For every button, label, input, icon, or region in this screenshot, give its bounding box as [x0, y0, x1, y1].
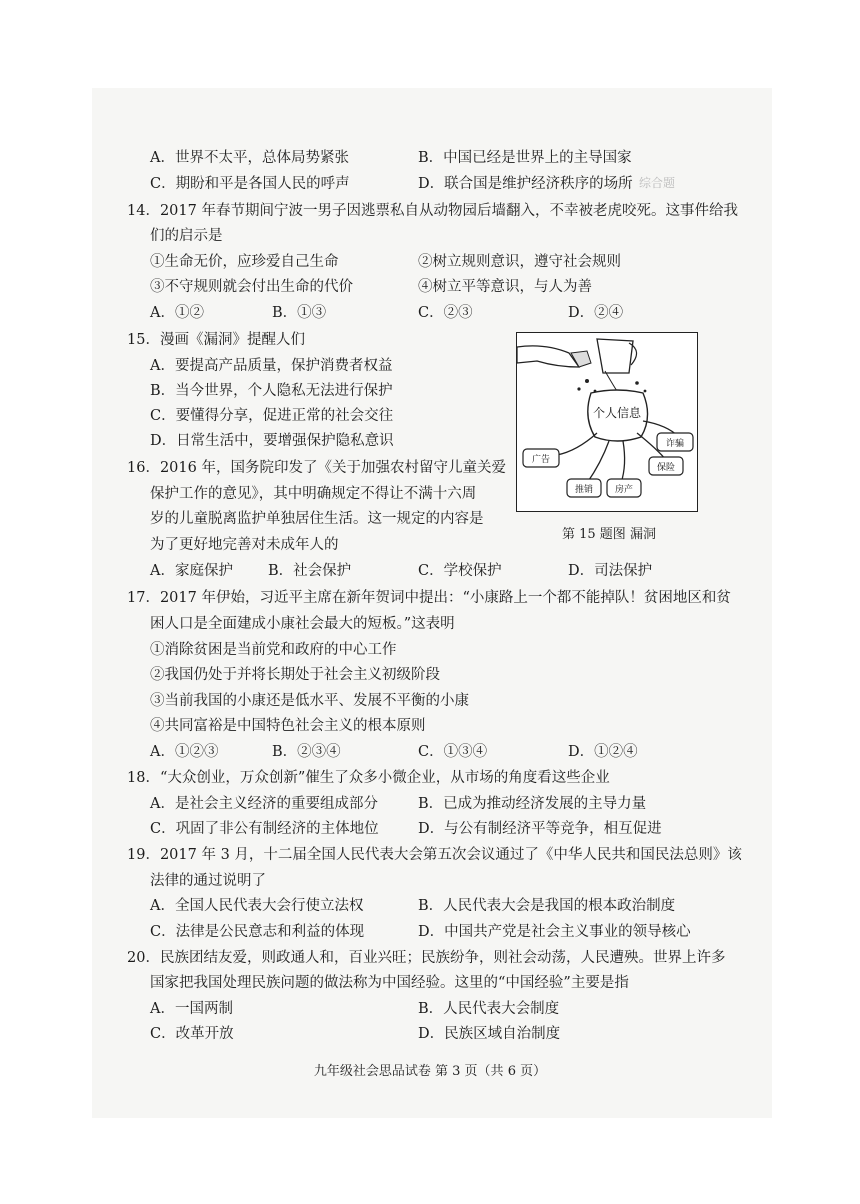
- q14-statement-2: ②树立规则意识，遵守社会规则: [418, 254, 621, 270]
- q19-option-d: D．中国共产党是社会主义事业的领导核心: [418, 924, 691, 940]
- q18-option-a: A．是社会主义经济的重要组成部分: [150, 796, 378, 812]
- q17-option-c: C．①③④: [418, 744, 488, 760]
- page-footer: 九年级社会思品试卷 第 3 页（共 6 页）: [313, 1064, 547, 1079]
- q16-stem-line2: 保护工作的意见》，其中明确规定不得让不满十六周: [150, 486, 477, 502]
- cartoon-drawing: [517, 333, 697, 511]
- q15-option-c: C．要懂得分享，促进正常的社会交往: [150, 408, 394, 424]
- q20-stem-line1: 20．民族团结友爱，则政通人和，百业兴旺；民族纷争，则社会动荡，人民遭殃。世界上许多: [127, 950, 726, 966]
- q20-stem-line2: 国家把我国处理民族问题的做法称为中国经验。这里的“中国经验”主要是指: [150, 975, 629, 991]
- q18-stem: 18．“大众创业，万众创新”催生了众多小微企业，从市场的角度看这些企业: [127, 770, 610, 786]
- q15-option-a: A．要提高产品质量，保护消费者权益: [150, 358, 393, 374]
- q15-option-d: D．日常生活中，要增强保护隐私意识: [150, 433, 394, 449]
- q20-option-c: C．改革开放: [150, 1026, 234, 1042]
- q19-stem-line1: 19．2017 年 3 月，十二届全国人民代表大会第五次会议通过了《中华人民共和国民法总则》该: [127, 847, 742, 863]
- q14-stem-line2: 们的启示是: [150, 228, 223, 244]
- q19-stem-line2: 法律的通过说明了: [150, 873, 266, 889]
- q17-option-d: D．①②④: [568, 744, 638, 760]
- q15-cartoon-caption: 第 15 题图 漏洞: [562, 527, 656, 542]
- q13-option-c: C．期盼和平是各国人民的呼声: [150, 176, 350, 192]
- q14-option-a: A．①②: [150, 305, 204, 321]
- q15-cartoon: [516, 332, 698, 512]
- q16-option-d: D．司法保护: [568, 563, 653, 579]
- q14-statement-1: ①生命无价，应珍爱自己生命: [150, 254, 339, 270]
- q14-option-d: D．②④: [568, 305, 624, 321]
- q17-option-a: A．①②③: [150, 744, 219, 760]
- q14-statement-4: ④树立平等意识，与人为善: [418, 279, 592, 295]
- q13-option-a: A．世界不太平，总体局势紧张: [150, 150, 349, 166]
- cartoon-label-b: 保险: [656, 463, 676, 473]
- q19-option-a: A．全国人民代表大会行使立法权: [150, 898, 364, 914]
- q17-stem-line1: 17．2017 年伊始，习近平主席在新年贺词中提出：“小康路上一个都不能掉队！贫困地区和贫: [127, 590, 731, 606]
- q20-option-d: D．民族区域自治制度: [418, 1026, 561, 1042]
- q15-stem: 15．漫画《漏洞》提醒人们: [127, 332, 305, 348]
- q17-statement-1: ①消除贫困是当前党和政府的中心工作: [150, 642, 397, 658]
- bleed-through: 二、综合题: [615, 176, 676, 190]
- q18-option-d: D．与公有制经济平等竞争，相互促进: [418, 821, 662, 837]
- cartoon-bag-label: 个人信息: [592, 406, 642, 420]
- q17-stem-line2: 困人口是全面建成小康社会最大的短板。”这表明: [150, 616, 455, 632]
- q18-option-c: C．巩固了非公有制经济的主体地位: [150, 821, 379, 837]
- q16-stem-line1: 16．2016 年，国务院印发了《关于加强农村留守儿童关爱: [127, 460, 506, 476]
- q17-option-b: B．②③④: [272, 744, 341, 760]
- q17-statement-2: ②我国仍处于并将长期处于社会主义初级阶段: [150, 667, 440, 683]
- q15-option-b: B．当今世界，个人隐私无法进行保护: [150, 383, 393, 399]
- cartoon-label-a: 广告: [531, 455, 551, 465]
- q20-option-a: A．一国两制: [150, 1001, 233, 1017]
- q16-option-c: C．学校保护: [418, 563, 502, 579]
- q14-stem-line1: 14．2017 年春节期间宁波一男子因逃票私自从动物园后墙翻入，不幸被老虎咬死。这事件给我: [127, 203, 738, 219]
- q13-option-b: B．中国已经是世界上的主导国家: [418, 150, 632, 166]
- q16-stem-line4: 为了更好地完善对未成年人的: [150, 537, 339, 553]
- q14-statement-3: ③不守规则就会付出生命的代价: [150, 279, 353, 295]
- q16-stem-line3: 岁的儿童脱离监护单独居住生活。这一规定的内容是: [150, 511, 484, 527]
- q14-option-c: C．②③: [418, 305, 473, 321]
- cartoon-label-e: 房产: [614, 485, 634, 495]
- q17-statement-4: ④共同富裕是中国特色社会主义的根本原则: [150, 718, 426, 734]
- q19-option-c: C．法律是公民意志和利益的体现: [150, 924, 365, 940]
- q17-statement-3: ③当前我国的小康还是低水平、发展不平衡的小康: [150, 693, 469, 709]
- q20-option-b: B．人民代表大会制度: [418, 1001, 560, 1017]
- q18-option-b: B．已成为推动经济发展的主导力量: [418, 796, 647, 812]
- q14-option-b: B．①③: [272, 305, 327, 321]
- q19-option-b: B．人民代表大会是我国的根本政治制度: [418, 898, 676, 914]
- cartoon-label-d: 推销: [574, 485, 594, 495]
- cartoon-label-c: 诈骗: [665, 439, 685, 449]
- q16-option-a: A．家庭保护: [150, 563, 233, 579]
- q13-option-d: D．联合国是维护经济秩序的场所: [418, 176, 633, 192]
- q16-option-b: B．社会保护: [268, 563, 352, 579]
